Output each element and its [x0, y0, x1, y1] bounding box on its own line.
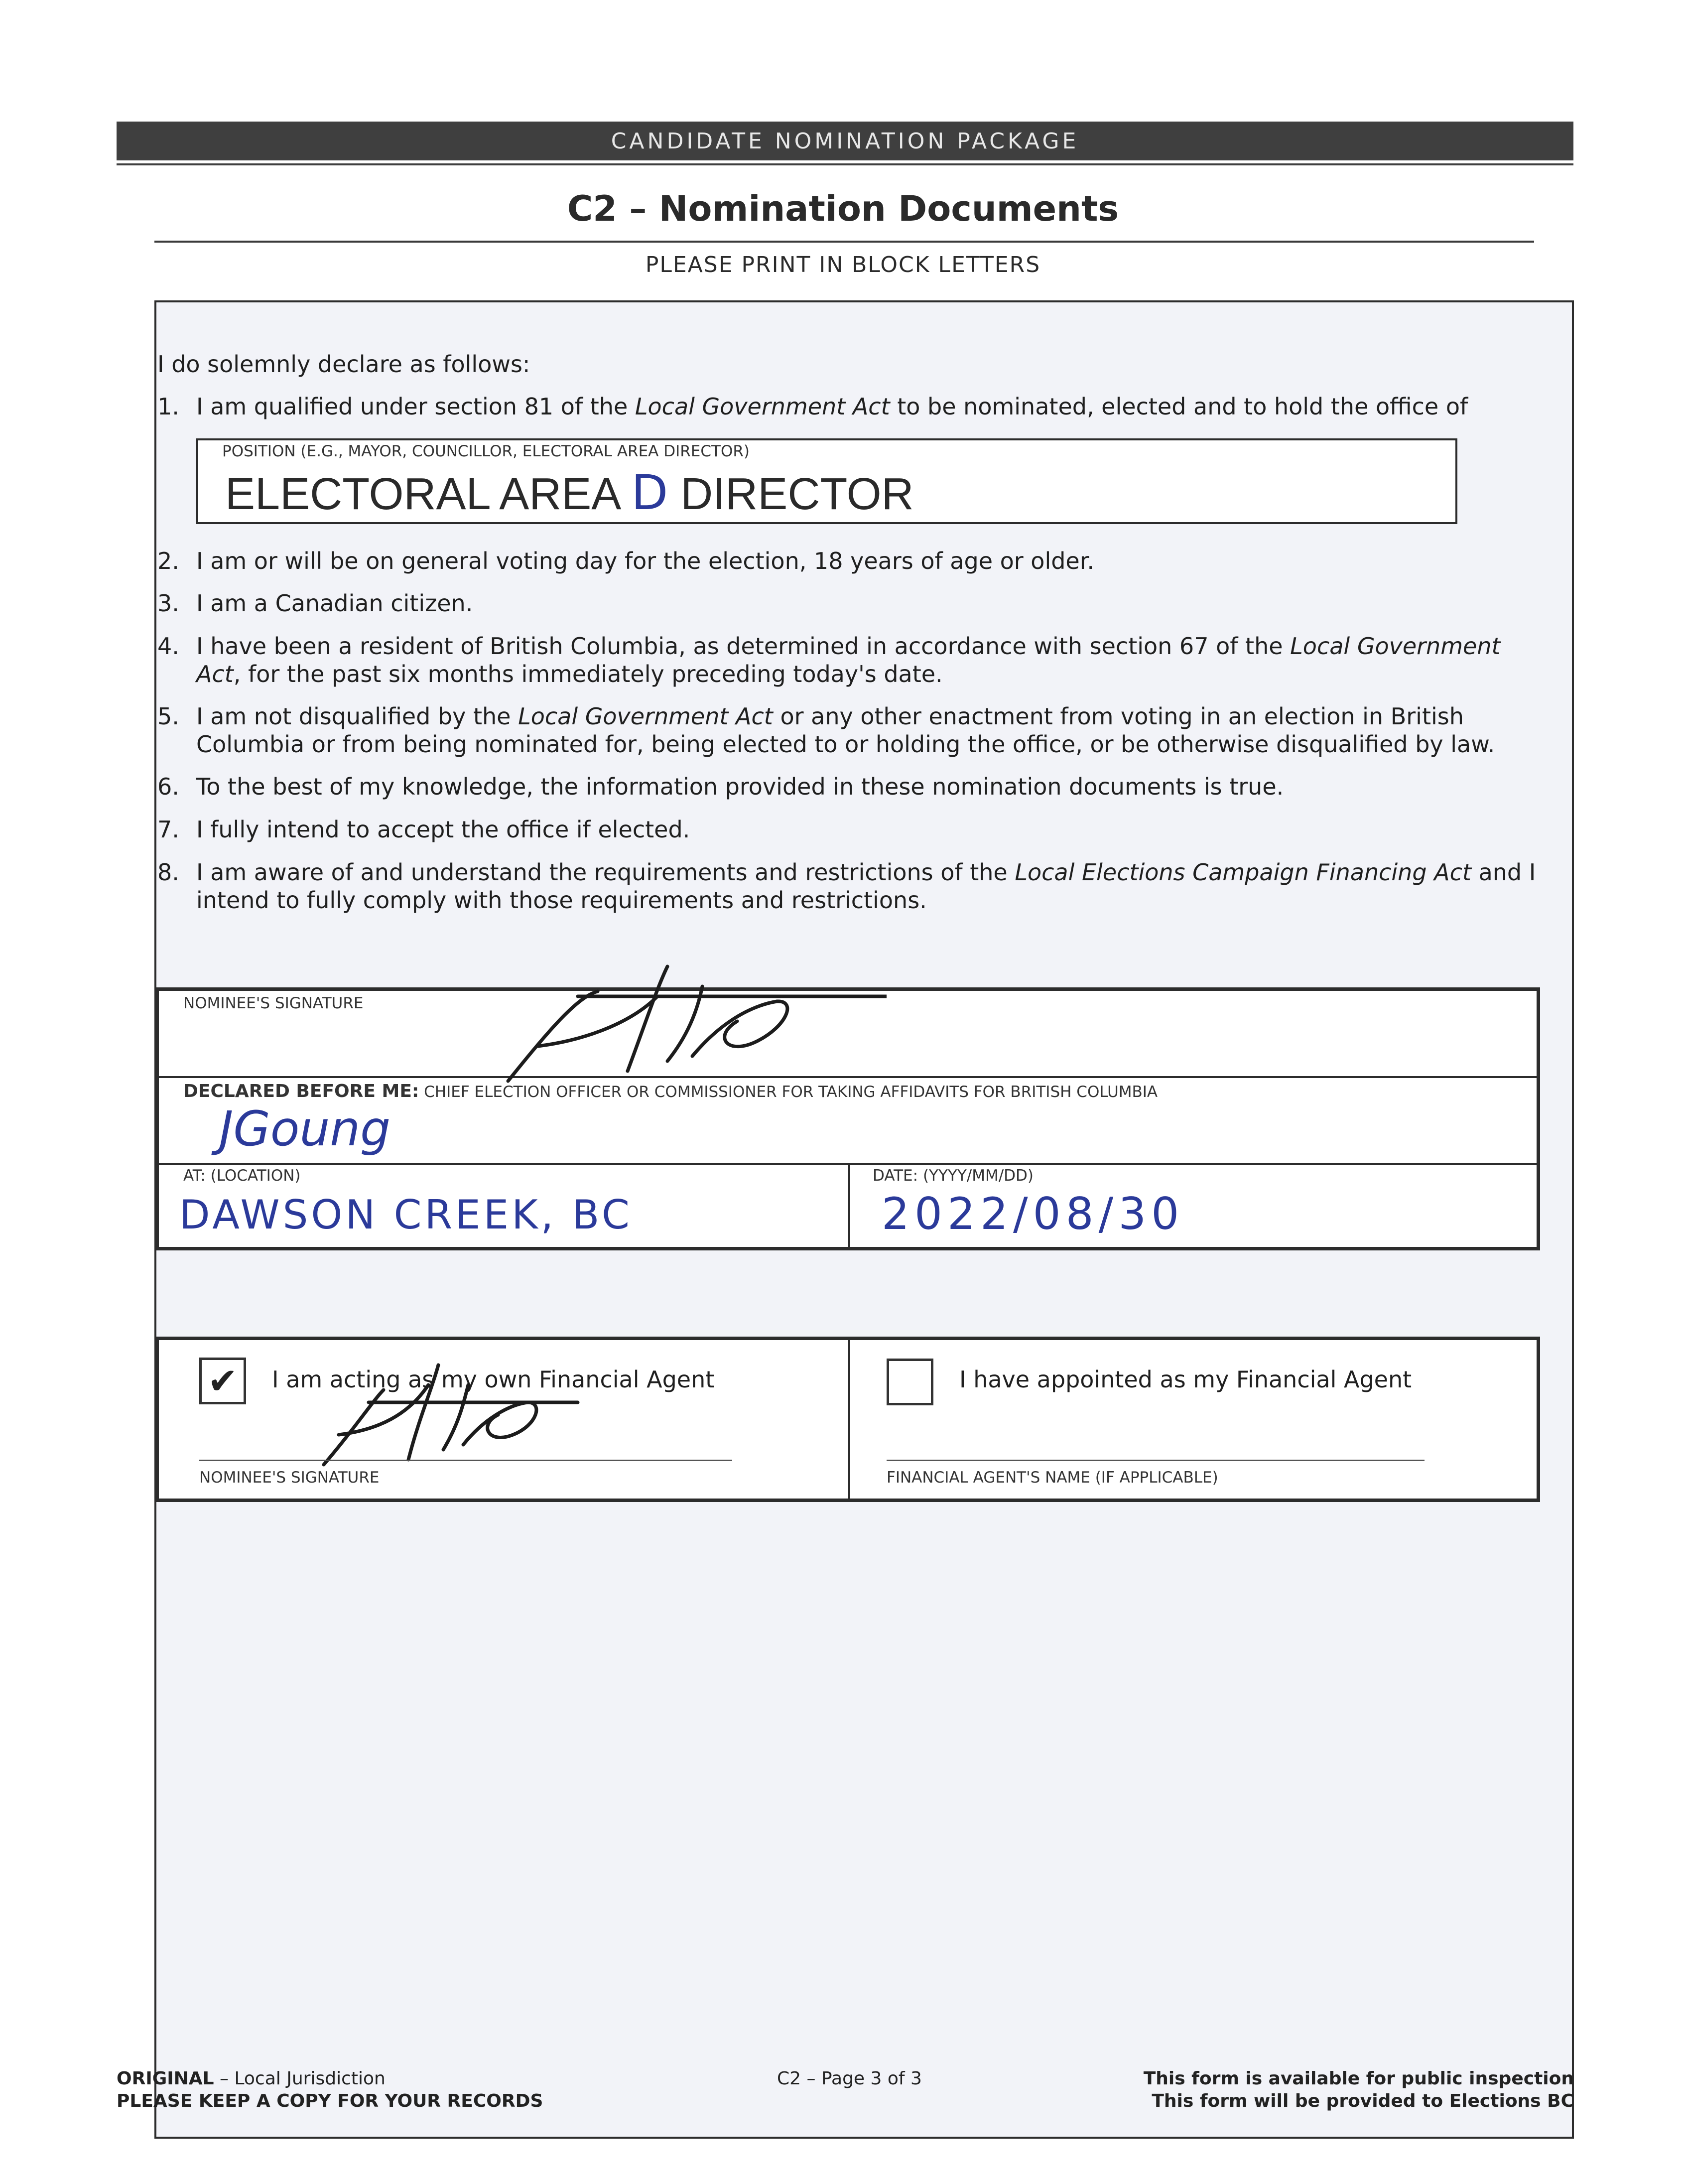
- appointed-agent-label: I have appointed as my Financial Agent: [959, 1366, 1412, 1393]
- declaration-intro: I do solemnly declare as follows:: [157, 351, 530, 378]
- statement-1: [157, 393, 1537, 420]
- witness-signature: JGoung: [219, 1101, 391, 1157]
- statement-5: 5. I am not disqualified by the Local Government Act or any other enactment from voting in an election in British Columbia or from being nominated for, being elected to or holding the office, or be otherwise disqualified by law.: [157, 703, 1495, 758]
- package-banner: CANDIDATE NOMINATION PACKAGE: [117, 122, 1573, 160]
- date-label: DATE: (YYYY/MM/DD): [873, 1167, 1034, 1185]
- position-value: ELECTORAL AREA D DIRECTOR: [225, 465, 914, 521]
- nominee-signature-line[interactable]: [199, 1460, 732, 1461]
- own-agent-label: I am acting as my own Financial Agent: [272, 1366, 715, 1393]
- location-value[interactable]: DAWSON CREEK, BC: [179, 1192, 633, 1238]
- banner-divider: [117, 163, 1573, 165]
- divider: [157, 1163, 1538, 1165]
- page-number: C2 – Page 3 of 3: [777, 2068, 922, 2089]
- statement-text: I am qualified under section 81 of the Local Government Act to be nominated, elected and to hold the office of: [196, 393, 1468, 420]
- position-label: POSITION (E.G., MAYOR, COUNCILLOR, ELECTORAL AREA DIRECTOR): [222, 442, 750, 460]
- checkmark-icon: ✔: [207, 1360, 238, 1402]
- nominee-signature-label: NOMINEE'S SIGNATURE: [183, 994, 364, 1012]
- agent-name-line[interactable]: [887, 1460, 1425, 1461]
- statement-4: 4. I have been a resident of British Columbia, as determined in accordance with section 67 of the Local Government Act, for the past six months immediately preceding today's date.: [157, 633, 1501, 687]
- statement-8: 8. I am aware of and understand the requirements and restrictions of the Local Elections Campaign Financing Act and I intend to fully comply with those requirements and restrictions.: [157, 859, 1536, 914]
- declared-before-label: DECLARED BEFORE ME: CHIEF ELECTION OFFICER OR COMMISSIONER FOR TAKING AFFIDAVITS FOR BRITISH COLUMBIA: [183, 1081, 1158, 1101]
- form-title: C2 – Nomination Documents: [567, 188, 1119, 229]
- footer-left: ORIGINAL – Local Jurisdiction PLEASE KEEP A COPY FOR YOUR RECORDS: [117, 2068, 543, 2111]
- date-value[interactable]: 2022/08/30: [882, 1188, 1184, 1239]
- statement-7: 7. I fully intend to accept the office if elected.: [157, 816, 690, 843]
- own-agent-checkbox[interactable]: [199, 1358, 246, 1404]
- statement-2: 2. I am or will be on general voting day for the election, 18 years of age or older.: [157, 547, 1095, 574]
- nominee-signature-2: [309, 1355, 588, 1485]
- title-divider: [154, 241, 1534, 243]
- statement-3: 3. I am a Canadian citizen.: [157, 590, 473, 617]
- statement-number: 1.: [157, 393, 179, 420]
- agent-name-label: FINANCIAL AGENT'S NAME (IF APPLICABLE): [887, 1469, 1218, 1487]
- position-handwritten-letter: D: [631, 465, 668, 521]
- divider: [848, 1340, 850, 1499]
- footer-right: This form is available for public inspection This form will be provided to Elections BC: [1143, 2068, 1574, 2111]
- divider: [848, 1163, 850, 1248]
- nominee-signature-label-2: NOMINEE'S SIGNATURE: [199, 1469, 380, 1487]
- form-instruction: PLEASE PRINT IN BLOCK LETTERS: [645, 252, 1041, 277]
- appointed-agent-checkbox[interactable]: [887, 1359, 933, 1405]
- statement-6: 6. To the best of my knowledge, the information provided in these nomination documents is true.: [157, 773, 1284, 800]
- location-label: AT: (LOCATION): [183, 1167, 301, 1185]
